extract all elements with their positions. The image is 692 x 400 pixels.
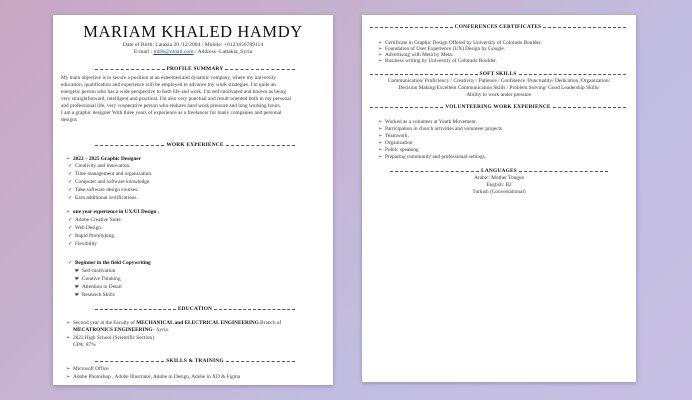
arrow-bullet-icon: ➢ — [66, 210, 71, 215]
hand-bullet-icon: ☛ — [75, 277, 80, 282]
section-header-education: EDUCATION — [95, 306, 295, 312]
list-item: ☛ Creative Thinking — [75, 276, 121, 282]
volunteering-item: ➢ Teamwork. — [378, 133, 409, 139]
candidate-name: MARIAM KHALED HAMDY — [83, 22, 303, 41]
arrow-bullet-icon: ➢ — [378, 41, 383, 46]
list-item: ✓ Flexibility — [68, 241, 98, 247]
email-link[interactable]: ml66@email.com — [153, 49, 194, 55]
section-header-volunteering: VOLUNTEERING WORK EXPERIENCE — [370, 104, 626, 110]
section-header-languages: LANGUAGES — [390, 168, 608, 174]
list-item: ☛ Self-motivation — [75, 268, 116, 274]
certificate-item: ➢ Certificate in Graphic Design Offered by University of Colorado Boulder. — [378, 40, 542, 46]
check-bullet-icon: ✓ — [68, 218, 73, 223]
certificate-item: ➢ Foundation of User Experience (UX) Design by Google. — [378, 46, 506, 52]
volunteering-item: ➢ Participation in church activities and volunteer projects — [378, 126, 503, 132]
volunteering-item: ➢ Preparing community and professional settings. — [378, 154, 487, 160]
arrow-bullet-icon: ➢ — [378, 148, 383, 153]
education-item: ➢ Second year at the Faculty of MECHANICAL and ELECTRICAL ENGINEERING Branch of — [66, 320, 282, 326]
skill-item: ➢ Microsoft Office — [66, 366, 109, 372]
arrow-bullet-icon: ➢ — [66, 367, 71, 372]
list-item: ✓ Rapid Prototyping. — [68, 233, 116, 239]
job-heading: ➢ one year experience in UX/UI Design . — [66, 209, 159, 215]
education-item-cont: GPA: 87% — [73, 342, 96, 348]
profile-line: very straightforward, intelligent and practical. I'm also very punctual and result oriented both in my personal — [61, 96, 291, 102]
certificate-item: ➢ Advertising with Meta by Meta. — [378, 52, 454, 58]
list-item: ✓ Adobe Creative Suite. — [68, 217, 122, 223]
resume-page-1 — [53, 15, 333, 385]
soft-skills-line: Decision Making/Excellent Communication Skills / Problem Solving/ Good Leadership Skills/ — [398, 85, 600, 91]
arrow-bullet-icon: ➢ — [378, 155, 383, 160]
arrow-bullet-icon: ➢ — [378, 120, 383, 125]
hand-bullet-icon: ☛ — [75, 269, 80, 274]
arrow-bullet-icon: ➢ — [378, 141, 383, 146]
arrow-bullet-icon: ➢ — [378, 47, 383, 52]
check-bullet-icon: ✓ — [68, 180, 73, 185]
arrow-bullet-icon: ➢ — [66, 375, 71, 380]
language-line: Arabic: Mother Tongue — [474, 175, 524, 181]
section-header-skills: SKILLS & TRAINING — [95, 358, 295, 364]
profile-line: designs — [61, 117, 77, 123]
address: / Address -Lattakia_Syria — [193, 49, 253, 55]
section-header-profile: PROFILE SUMMARY — [95, 66, 295, 72]
list-item: ✓ Creativity and innovation. — [68, 163, 131, 169]
check-bullet-icon: ✓ — [68, 226, 73, 231]
education-item-cont: MECATRONICS ENGINEERING– Syria. — [73, 327, 169, 333]
check-bullet-icon: ✓ — [68, 234, 73, 239]
arrow-bullet-icon: ➢ — [378, 59, 383, 64]
list-item: ✓ Take software design courses. — [68, 187, 139, 193]
email-label: E-mail : — [133, 49, 154, 55]
soft-skills-line: Communication/ Proficiency / Creativity / Patience / Confidence /Punctuality/ Dedication /Organization/ — [387, 78, 611, 84]
volunteering-item: ➢ Worked as a volunteer at Youth Movement. — [378, 119, 477, 125]
list-item: ✓ Time management and organization. — [68, 171, 153, 177]
language-line: English: B2 — [486, 182, 512, 188]
soft-skills-line: Ability to work under pressure — [466, 92, 532, 98]
section-header-work-experience: WORK EXPERIENCE — [95, 142, 295, 148]
profile-line: education, qualification and experience will be employed to advance my work strategies. I'm quite an — [61, 82, 276, 88]
arrow-bullet-icon: ➢ — [66, 321, 71, 326]
contact-email-line — [53, 49, 333, 55]
check-bullet-icon: ✓ — [68, 261, 73, 266]
hand-bullet-icon: ☛ — [75, 285, 80, 290]
check-bullet-icon: ✓ — [68, 188, 73, 193]
check-bullet-icon: ✓ — [68, 172, 73, 177]
education-item: ➢ 2022 High School (Scientific Section) — [66, 335, 154, 341]
profile-line: I am a graphic designer With three years of experience as a freelancer for many companies and personal — [61, 110, 282, 116]
check-bullet-icon: ✓ — [68, 196, 73, 201]
hand-bullet-icon: ☛ — [75, 293, 80, 298]
check-bullet-icon: ✓ — [68, 164, 73, 169]
list-item: ✓ Web Design. — [68, 225, 103, 231]
contact-line: Date of Birth: Latakia 20 /12/2004 / Mobile: +0123456789114 — [122, 42, 264, 48]
arrow-bullet-icon: ➢ — [378, 134, 383, 139]
profile-line: My main objective is to secure a position at an esteemed and dynamic company, where my university — [61, 75, 276, 81]
section-header-soft-skills: SOFT SKILLS — [370, 71, 626, 77]
list-item: ✓ Computer and software knowledge. — [68, 179, 151, 185]
certificate-item: ➢ Business writing by University of Colorado Boulder. — [378, 58, 497, 64]
list-item: ☛ Research Skills — [75, 292, 115, 298]
section-header-certificates: CONFERENCES CERTIFICATES — [370, 24, 626, 30]
profile-line: and professional life, very cooperative person who endures hard work pressure and long working hours. — [61, 103, 282, 109]
arrow-bullet-icon: ➢ — [66, 157, 71, 162]
resume-page-2 — [362, 15, 636, 382]
volunteering-item: ➢ Organization — [378, 140, 413, 146]
language-line: Turkish (Conversational) — [472, 189, 526, 195]
list-item: ✓ Earn additional certifications. — [68, 195, 138, 201]
job-heading: ✓ Beginner in the field Copywriting — [68, 260, 151, 266]
arrow-bullet-icon: ➢ — [66, 336, 71, 341]
job-heading: ➢ 2022 – 2025 Graphic Designer — [66, 156, 141, 162]
arrow-bullet-icon: ➢ — [378, 53, 383, 58]
volunteering-item: ➢ Public speaking — [378, 147, 419, 153]
skill-item: ➢ Adobe Photoshop , Adobe Illustrator, Adobe in Design, Adobe in XD & Figma — [66, 374, 241, 380]
profile-line: energetic person who has a wide perspective to both life and work. I'm self-motivated and known as being — [61, 89, 287, 95]
list-item: ☛ Attention to Detail — [75, 284, 122, 290]
check-bullet-icon: ✓ — [68, 242, 73, 247]
arrow-bullet-icon: ➢ — [378, 127, 383, 132]
